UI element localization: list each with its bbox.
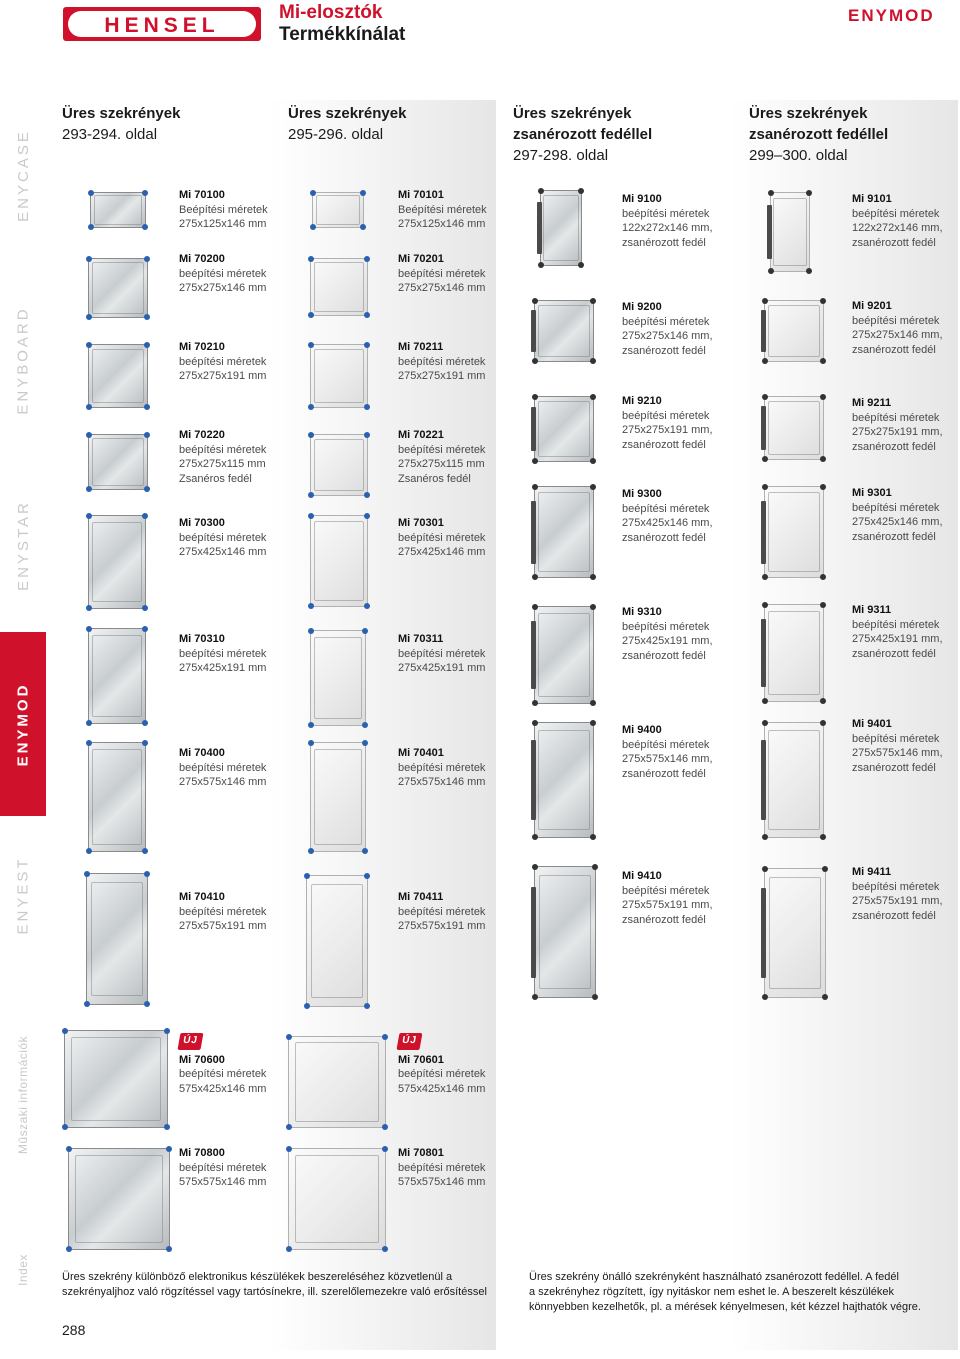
product-image [764, 604, 824, 702]
product-image [764, 722, 824, 838]
product-label: Mi 70410 beépítési méretek 275x575x191 mm [179, 891, 267, 933]
sidebar-item-enymod[interactable]: ENYMOD [14, 682, 32, 766]
column-header-2: Üres szekrények 295-296. oldal [288, 105, 407, 143]
sidebar-item-technical-info[interactable]: Műszaki információk [16, 1035, 31, 1155]
product-image [534, 606, 594, 704]
page-title: Mi-elosztók [279, 2, 383, 23]
product-image [310, 344, 368, 408]
product-label: Mi 9301 beépítési méretek 275x425x146 mm, zsanérozott fedél [852, 487, 943, 543]
product-label: Mi 70210 beépítési méretek 275x275x191 mm [179, 341, 267, 383]
product-image [764, 396, 824, 460]
new-badge: ÚJ [397, 1033, 423, 1050]
product-image [86, 873, 148, 1005]
product-image [534, 300, 594, 362]
product-label: Mi 70101 Beépítési méretek 275x125x146 mm [398, 189, 487, 231]
product-image [288, 1036, 386, 1128]
product-label: Mi 70801 beépítési méretek 575x575x146 mm [398, 1147, 486, 1189]
sidebar-item-enystar[interactable]: ENYSTAR [14, 499, 32, 591]
page-number: 288 [62, 1322, 86, 1338]
product-label: Mi 70201 beépítési méretek 275x275x146 mm [398, 253, 486, 295]
sidebar-item-enyest[interactable]: ENYEST [14, 855, 32, 935]
product-label: Mi 9100 beépítési méretek 122x272x146 mm, zsanérozott fedél [622, 193, 713, 249]
product-label: Mi 9200 beépítési méretek 275x275x146 mm, zsanérozott fedél [622, 301, 713, 357]
product-label: Mi 9311 beépítési méretek 275x425x191 mm, zsanérozott fedél [852, 604, 943, 660]
product-image [540, 190, 582, 266]
product-image [88, 344, 148, 408]
product-label: Mi 9411 beépítési méretek 275x575x191 mm, zsanérozott fedél [852, 866, 943, 922]
product-label: Mi 9401 beépítési méretek 275x575x146 mm, zsanérozott fedél [852, 718, 943, 774]
product-image [310, 742, 366, 852]
product-label: Mi 70300 beépítési méretek 275x425x146 mm [179, 517, 267, 559]
enymod-logo: ENYMOD [848, 6, 935, 25]
footer-description-left: Üres szekrény különböző elektronikus készülékek beszereléséhez közvetlenül a szekrényaljhoz való rögzítéssel vagy tartósínekre, ill. szerelőlemezekre való erősítéssel [62, 1271, 487, 1298]
product-label: Mi 70200 beépítési méretek 275x275x146 mm [179, 253, 267, 295]
product-label: Mi 9201 beépítési méretek 275x275x146 mm, zsanérozott fedél [852, 300, 943, 356]
product-image [764, 486, 824, 578]
sidebar-item-enyboard[interactable]: ENYBOARD [14, 305, 32, 415]
product-image [764, 300, 824, 362]
product-image [534, 396, 594, 462]
product-label: Mi 70800 beépítési méretek 575x575x146 mm [179, 1147, 267, 1189]
column-header-1: Üres szekrények 293-294. oldal [62, 105, 181, 143]
product-image [764, 868, 826, 998]
product-label: Mi 9300 beépítési méretek 275x425x146 mm, zsanérozott fedél [622, 488, 713, 544]
product-label: Mi 9400 beépítési méretek 275x575x146 mm, zsanérozott fedél [622, 724, 713, 780]
product-image [64, 1030, 168, 1128]
product-label: Mi 70301 beépítési méretek 275x425x146 mm [398, 517, 486, 559]
product-image [534, 866, 596, 998]
page-subtitle: Termékkínálat [279, 24, 406, 45]
product-image [770, 192, 810, 272]
product-label: Mi 70400 beépítési méretek 275x575x146 mm [179, 747, 267, 789]
product-image [310, 630, 366, 726]
product-label: Mi 70100 Beépítési méretek 275x125x146 mm [179, 189, 268, 231]
product-image [88, 515, 146, 609]
product-image [310, 258, 368, 316]
product-label: Mi 70311 beépítési méretek 275x425x191 mm [398, 633, 486, 675]
product-image [310, 434, 368, 496]
product-label: Mi 70401 beépítési méretek 275x575x146 mm [398, 747, 486, 789]
product-label: Mi 9410 beépítési méretek 275x575x191 mm, zsanérozott fedél [622, 870, 713, 926]
product-label: Mi 70211 beépítési méretek 275x275x191 mm [398, 341, 486, 383]
column-header-3: Üres szekrények zsanérozott fedéllel 297-298. oldal [513, 105, 653, 164]
product-image [88, 434, 148, 490]
hensel-logo [62, 6, 262, 42]
product-image [534, 486, 594, 578]
sidebar-item-index[interactable]: Index [15, 1254, 30, 1286]
product-image [306, 875, 368, 1007]
footer-description-right: Üres szekrény önálló szekrényként használható zsanérozott fedéllel. A fedél a szekrényhez rögzített, így nyitáskor nem eshet le. A beszerelt készülékek könnyebben kezelhetők, pl. a mérések kényelmesen, két kézzel hajthatók végre. [529, 1271, 921, 1313]
product-label: Mi 70220 beépítési méretek 275x275x115 mm Zsanéros fedél [179, 429, 267, 485]
product-image [90, 192, 146, 228]
product-image [68, 1148, 170, 1250]
new-badge: ÚJ [178, 1033, 204, 1050]
product-label: ÚJ Mi 70601 beépítési méretek 575x425x146 mm [398, 1035, 486, 1095]
product-label: Mi 70310 beépítési méretek 275x425x191 mm [179, 633, 267, 675]
product-image [288, 1148, 386, 1250]
product-label: Mi 70411 beépítési méretek 275x575x191 mm [398, 891, 486, 933]
product-label: ÚJ Mi 70600 beépítési méretek 575x425x146 mm [179, 1035, 267, 1095]
column-header-4: Üres szekrények zsanérozott fedéllel 299–300. oldal [749, 105, 889, 164]
product-label: Mi 9210 beépítési méretek 275x275x191 mm, zsanérozott fedél [622, 395, 713, 451]
product-image [88, 742, 146, 852]
sidebar-item-enycase[interactable]: ENYCASE [14, 128, 32, 222]
product-label: Mi 9101 beépítési méretek 122x272x146 mm, zsanérozott fedél [852, 193, 943, 249]
product-image [88, 258, 148, 318]
product-label: Mi 70221 beépítési méretek 275x275x115 mm Zsanéros fedél [398, 429, 486, 485]
product-label: Mi 9211 beépítési méretek 275x275x191 mm, zsanérozott fedél [852, 397, 943, 453]
product-image [534, 722, 594, 838]
product-image [88, 628, 146, 724]
product-label: Mi 9310 beépítési méretek 275x425x191 mm, zsanérozott fedél [622, 606, 713, 662]
svg-text:HENSEL: HENSEL [104, 14, 220, 37]
product-image [310, 515, 368, 607]
product-image [312, 192, 364, 228]
